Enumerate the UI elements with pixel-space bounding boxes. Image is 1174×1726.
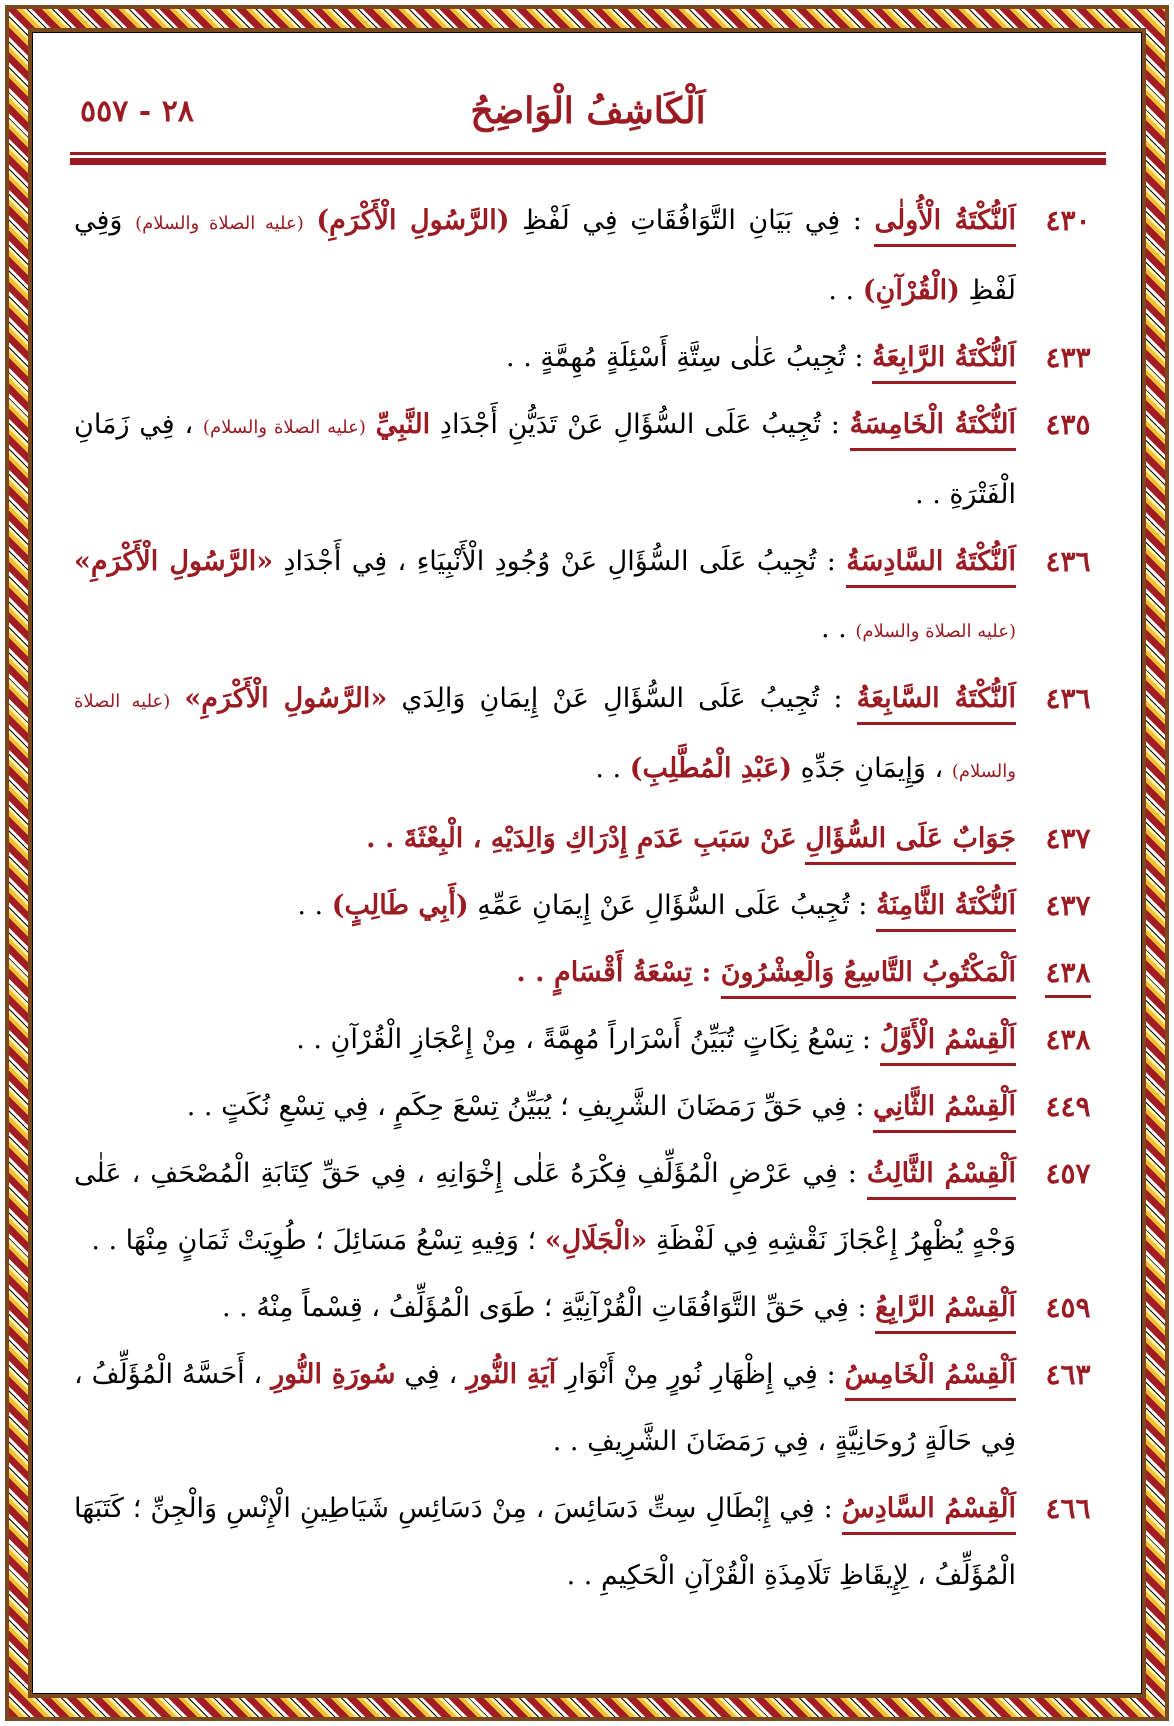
- index-entry: [70, 939, 1106, 1006]
- entry-heading: اَلْقِسْمُ الْأَوَّلُ: [880, 1024, 1016, 1066]
- entry-heading: اَلنُّكْتَةُ الرَّابِعَةُ: [872, 342, 1016, 384]
- entry-text: اَلْقِسْمُ الْأَوَّلُ : تِسْعُ نِكَاتٍ تُبَيِّنُ أَسْرَاراً مُهِمَّةً ، مِنْ إِعْجَازِ الْقُرْآنِ . .: [70, 1006, 1030, 1073]
- running-header: [70, 80, 1106, 150]
- entry-heading: اَلْقِسْمُ السَّادِسُ: [842, 1493, 1016, 1535]
- index-entry: [70, 324, 1106, 391]
- entry-page-number: ٤٦٦: [1045, 1492, 1091, 1525]
- entry-text: اَلْمَكْتُوبُ التَّاسِعُ وَالْعِشْرُونَ : تِسْعَةُ أَقْسَامٍ . .: [70, 939, 1030, 1006]
- entry-text: اَلْقِسْمُ الثَّانِي : فِي حَقِّ رَمَضَانَ الشَّرِيفِ ؛ يُبَيِّنُ تِسْعَ حِكَمٍ ، فِي تِسْعِ نُكَتٍ . .: [70, 1073, 1030, 1140]
- index-entry: [70, 391, 1106, 528]
- index-entry: [70, 1006, 1106, 1073]
- entry-page-number: ٤٤٩: [1045, 1090, 1091, 1123]
- entry-page-number: ٤٣٧: [1045, 889, 1091, 922]
- index-entry: [70, 1475, 1106, 1609]
- entry-page-number: ٤٥٩: [1045, 1291, 1091, 1324]
- index-entry: [70, 872, 1106, 939]
- index-entry: [70, 187, 1106, 324]
- entry-text: اَلنُّكْتَةُ الثَّامِنَةُ : تُجِيبُ عَلَى السُّؤَالِ عَنْ إِيمَانِ عَمِّهِ (أَبِي طَالِبٍ) . .: [70, 872, 1030, 939]
- entry-heading: اَلنُّكْتَةُ السَّادِسَةُ: [846, 546, 1016, 588]
- salutation-icon: (عليه الصلاة والسلام): [202, 417, 366, 438]
- index-entry: [70, 528, 1106, 665]
- index-list: [70, 187, 1106, 1609]
- entry-heading: اَلنُّكْتَةُ الْخَامِسَةُ: [850, 409, 1016, 451]
- salutation-icon: (عليه الصلاة والسلام): [74, 691, 1016, 782]
- entry-page-number: ٤٣٧: [1045, 822, 1091, 855]
- index-entry: [70, 1073, 1106, 1140]
- index-entry: [70, 805, 1106, 872]
- index-entry: [70, 1341, 1106, 1475]
- entry-text: اَلنُّكْتَةُ الْأُولٰى : فِي بَيَانِ التَّوَافُقَاتِ فِي لَفْظِ (الرَّسُولِ الْأَكْرَمِ) (عليه الصلاة والسلام) وَفِي لَفْظِ (الْقُرْآنِ) . .: [74, 205, 1016, 306]
- entry-text: اَلنُّكْتَةُ الرَّابِعَةُ : تُجِيبُ عَلٰى سِتَّةِ أَسْئِلَةٍ مُهِمَّةٍ . .: [70, 324, 1030, 391]
- entry-heading: اَلنُّكْتَةُ الْأُولٰى: [874, 205, 1016, 247]
- salutation-icon: (عليه الصلاة والسلام): [135, 213, 304, 234]
- header-rule-thin: [70, 152, 1106, 155]
- salutation-icon: (عليه الصلاة والسلام): [855, 621, 1016, 642]
- entry-page-number: ٤٥٧: [1045, 1157, 1091, 1190]
- entry-page-number: ٤٣٥: [1045, 408, 1091, 441]
- entry-page-number: ٤٦٣: [1045, 1358, 1091, 1391]
- page-range: ٢٨ - ٥٥٧: [80, 94, 194, 129]
- index-entry: [70, 1140, 1106, 1274]
- entry-text: جَوَابٌ عَلَى السُّؤَالِ عَنْ سَبَبِ عَدَمِ إِدْرَاكِ وَالِدَيْهِ ، الْبِعْثَةَ . .: [70, 805, 1030, 872]
- entry-page-number: ٤٣٠: [1045, 204, 1091, 237]
- entry-heading: اَلْمَكْتُوبُ التَّاسِعُ وَالْعِشْرُونَ: [721, 957, 1016, 999]
- entry-heading: اَلنُّكْتَةُ الثَّامِنَةُ: [876, 890, 1016, 932]
- entry-heading: اَلْقِسْمُ الثَّانِي: [873, 1091, 1016, 1133]
- entry-text: اَلْقِسْمُ الثَّالِثُ : فِي عَرْضِ الْمُؤَلِّفِ فِكْرَهُ عَلٰى إِخْوَانِهِ ، فِي حَقِّ كِتَابَةِ الْمُصْحَفِ ، عَلٰى وَجْهٍ يُظْهِرُ إِعْجَازَ نَقْشِهِ فِي لَفْظَةِ «الْجَلَالِ» ؛ وَفِيهِ تِسْعُ مَسَائِلَ ؛ طُوِيَتْ ثَمَانٍ مِنْهَا . .: [74, 1158, 1016, 1256]
- page: [70, 80, 1106, 1609]
- entry-page-number: ٤٣٨: [1045, 1023, 1091, 1056]
- entry-text: اَلنُّكْتَةُ السَّابِعَةُ : تُجِيبُ عَلَى السُّؤَالِ عَنْ إِيمَانِ وَالِدَي «الرَّسُولِ الْأَكْرَمِ» (عليه الصلاة والسلام) ، وَإِيمَانِ جَدِّهِ (عَبْدِ الْمُطَّلِبِ) . .: [74, 683, 1016, 784]
- entry-page-number: ٤٣٣: [1045, 341, 1091, 374]
- index-entry: [70, 665, 1106, 805]
- entry-text: اَلنُّكْتَةُ الْخَامِسَةُ : تُجِيبُ عَلَى السُّؤَالِ عَنْ تَدَيُّنِ أَجْدَادِ النَّبِيِّ (عليه الصلاة والسلام) ، فِي زَمَانِ الْفَتْرَةِ . .: [74, 409, 1016, 510]
- entry-heading: اَلْقِسْمُ الثَّالِثُ: [867, 1158, 1016, 1200]
- entry-heading: اَلْقِسْمُ الرَّابِعُ: [875, 1292, 1016, 1334]
- entry-text: اَلنُّكْتَةُ السَّادِسَةُ : تُجِيبُ عَلَى السُّؤَالِ عَنْ وُجُودِ الْأَنْبِيَاءِ ، فِي أَجْدَادِ «الرَّسُولِ الْأَكْرَمِ» (عليه الصلاة والسلام) . .: [74, 546, 1016, 644]
- entry-page-number: ٤٣٨: [1030, 939, 1106, 1006]
- entry-text: اَلْقِسْمُ الْخَامِسُ : فِي إِظْهَارِ نُورٍ مِنْ أَنْوَارِ آيَةِ النُّورِ ، فِي سُورَةِ النُّورِ ، أَحَسَّهُ الْمُؤَلِّفُ ، فِي حَالَةٍ رُوحَانِيَّةٍ ، فِي رَمَضَانَ الشَّرِيفِ . .: [74, 1359, 1016, 1457]
- entry-page-number: ٤٣٦: [1045, 682, 1091, 715]
- entry-text: اَلْقِسْمُ الرَّابِعُ : فِي حَقِّ التَّوَافُقَاتِ الْقُرْآنِيَّةِ ؛ طَوَى الْمُؤَلِّفُ ، قِسْماً مِنْهُ . .: [70, 1274, 1030, 1341]
- entry-heading: اَلْقِسْمُ الْخَامِسُ: [845, 1359, 1016, 1401]
- entry-heading: جَوَابٌ عَلَى السُّؤَالِ: [805, 823, 1016, 865]
- entry-page-number: ٤٣٦: [1045, 545, 1091, 578]
- entry-heading: اَلنُّكْتَةُ السَّابِعَةُ: [857, 683, 1016, 725]
- header-rule-thick: [70, 158, 1106, 165]
- book-title: اَلْكَاشِفُ الْوَاضِحُ: [470, 90, 706, 132]
- entry-text: اَلْقِسْمُ السَّادِسُ : فِي إِبْطَالِ سِتِّ دَسَائِسَ ، مِنْ دَسَائِسِ شَيَاطِينِ الْإِنْسِ وَالْجِنِّ ؛ كَتَبَهَا الْمُؤَلِّفُ ، لِإِيقَاظِ تَلَامِذَةِ الْقُرْآنِ الْحَكِيمِ . .: [74, 1493, 1016, 1591]
- index-entry: [70, 1274, 1106, 1341]
